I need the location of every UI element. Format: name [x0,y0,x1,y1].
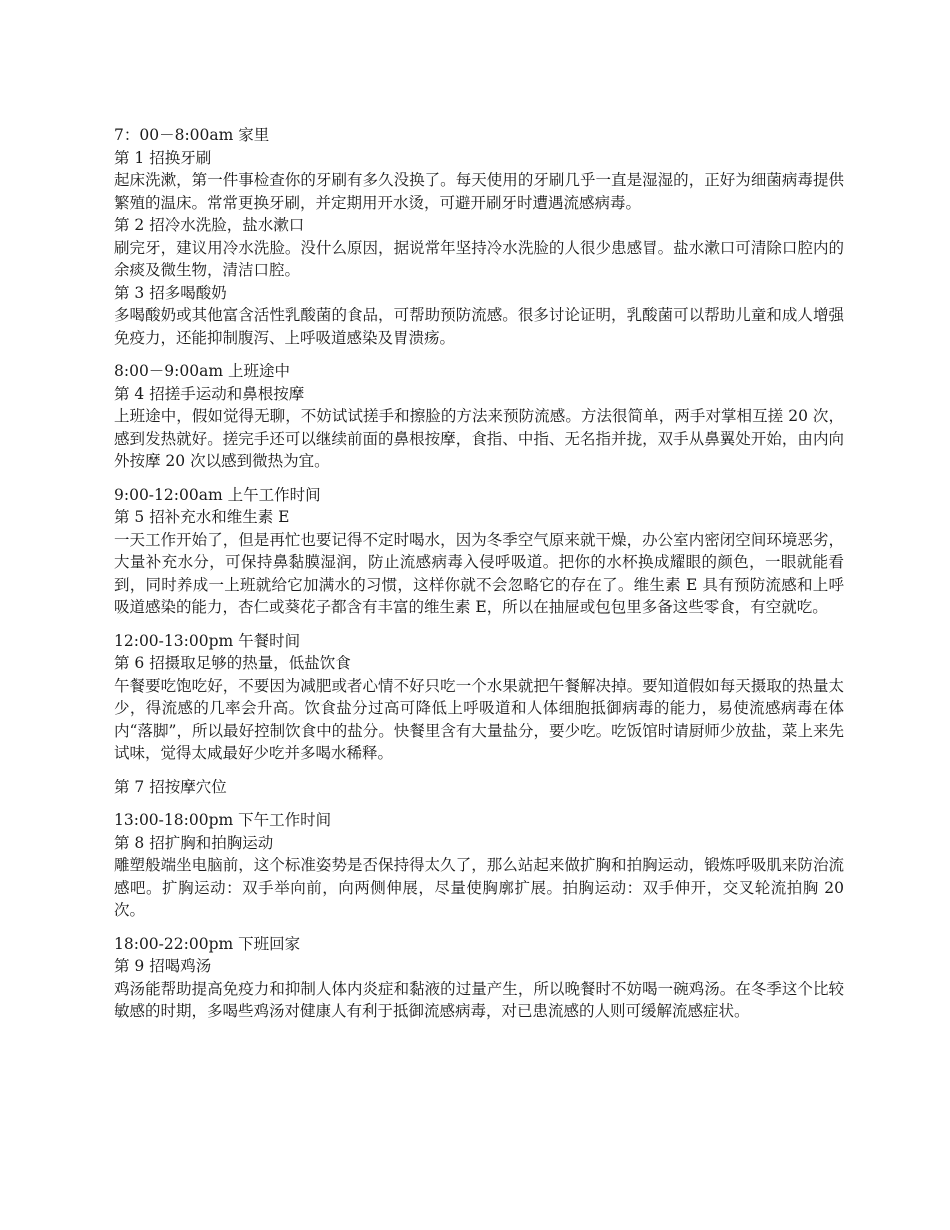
tip-heading: 第 8 招扩胸和拍胸运动 [114,833,274,852]
tip-heading: 第 7 招按摩穴位 [114,777,227,796]
time-heading: 12:00-13:00pm 午餐时间 [114,631,301,650]
tip-heading: 第 1 招换牙刷 [114,148,212,167]
section-morning-work [114,484,844,619]
tip-body: 多喝酸奶或其他富含活性乳酸菌的食品，可帮助预防流感。很多讨论证明，乳酸菌可以帮助儿童和成人增强免疫力，还能抑制腹泻、上呼吸道感染及胃溃疡。 [114,306,844,347]
time-heading: 7：00－8:00am 家里 [114,126,270,144]
tip-heading: 第 5 招补充水和维生素 E [114,508,290,526]
tip-body: 雕塑般端坐电脑前，这个标准姿势是否保持得太久了，那么站起来做扩胸和拍胸运动，锻炼呼吸肌来防治流感吧。扩胸运动：双手举向前，向两侧伸展，尽量使胸廓扩展。拍胸运动：双手伸开，交叉轮流拍胸 20 次。 [114,856,844,919]
tip-heading: 第 4 招搓手运动和鼻根按摩 [114,384,305,403]
section-afternoon-work [114,809,844,922]
tip-body: 上班途中，假如觉得无聊，不妨试试搓手和擦脸的方法来预防流感。方法很简单，两手对掌相互搓 20 次，感到发热就好。搓完手还可以继续前面的鼻根按摩，食指、中指、无名指并拢，双手从鼻翼处开始，由内向外按摩 20 次以感到微热为宜。 [114,407,844,470]
section-home [114,124,844,349]
tip-heading: 第 6 招摄取足够的热量，低盐饮食 [114,654,351,672]
tip-body: 鸡汤能帮助提高免疫力和抑制人体内炎症和黏液的过量产生，所以晚餐时不妨喝一碗鸡汤。在冬季这个比较敏感的时期，多喝些鸡汤对健康人有利于抵御流感病毒，对已患流感的人则可缓解流感症状。 [114,979,844,1020]
tip-body: 刷完牙，建议用冷水洗脸。没什么原因，据说常年坚持冷水洗脸的人很少患感冒。盐水漱口可清除口腔内的余痰及微生物，清洁口腔。 [114,238,844,279]
section-lunch [114,630,844,765]
tip-heading: 第 3 招多喝酸奶 [114,283,227,302]
tip-body: 一天工作开始了，但是再忙也要记得不定时喝水，因为冬季空气原来就干燥，办公室内密闭空间环境恶劣，大量补充水分，可保持鼻黏膜湿润，防止流感病毒入侵呼吸道。把你的水杯换成耀眼的颜色，一眼就能看到，同时养成一上班就给它加满水的习惯，这样你就不会忽略它的存在了。维生素 E 具有预防流感和上呼吸道感染的能力，杏仁或葵花子都含有丰富的维生素 E，所以在抽屉或包包里多备这些零食，有空就吃。 [114,530,844,616]
section-evening [114,933,844,1023]
time-heading: 18:00-22:00pm 下班回家 [114,934,301,953]
time-heading: 13:00-18:00pm 下午工作时间 [114,811,332,829]
time-heading: 9:00-12:00am 上午工作时间 [114,485,321,504]
tip-body: 起床洗漱，第一件事检查你的牙刷有多久没换了。每天使用的牙刷几乎一直是湿湿的，正好为细菌病毒提供繁殖的温床。常常更换牙刷，并定期用开水烫，可避开刷牙时遭遇流感病毒。 [114,171,844,212]
document-page [114,124,844,1034]
tip-heading: 第 2 招冷水洗脸，盐水漱口 [114,216,305,234]
section-commute [114,360,844,473]
tip-heading: 第 9 招喝鸡汤 [114,957,212,975]
time-heading: 8:00－9:00am 上班途中 [114,362,290,380]
tip-body: 午餐要吃饱吃好，不要因为减肥或者心情不好只吃一个水果就把午餐解决掉。要知道假如每天摄取的热量太少，得流感的几率会升高。饮食盐分过高可降低上呼吸道和人体细胞抵御病毒的能力，易使流感病毒在体内“落脚”，所以最好控制饮食中的盐分。快餐里含有大量盐分，要少吃。吃饭馆时请厨师少放盐，菜上来先试味，觉得太咸最好少吃并多喝水稀释。 [114,676,844,762]
section-acupressure [114,776,844,799]
